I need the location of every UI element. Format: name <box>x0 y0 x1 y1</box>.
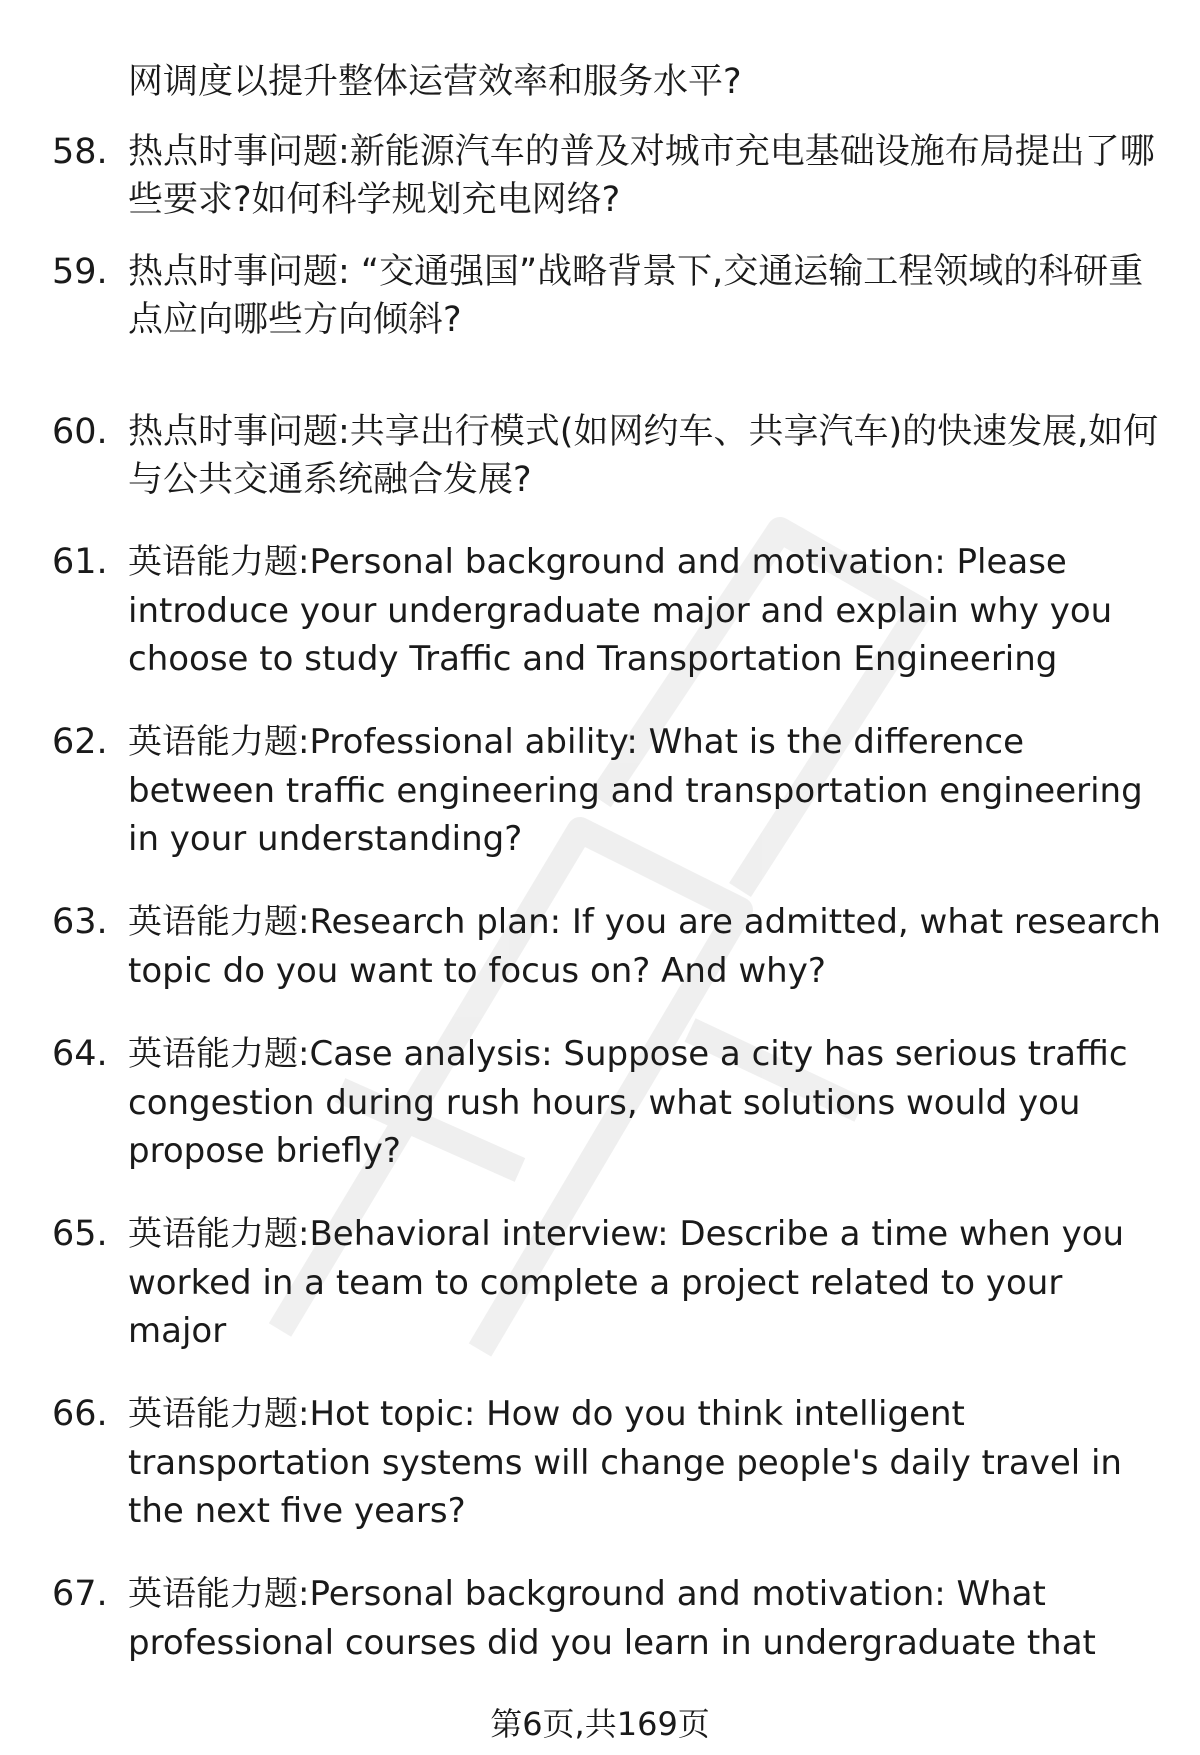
question-text: 英语能力题:Research plan: If you are admitted, what research topic do you want to focus on? And why? <box>128 902 1161 991</box>
question-text: 热点时事问题:共享出行模式(如网约车、共享汽车)的快速发展,如何与公共交通系统融合发展? <box>128 412 1159 500</box>
question-number: 64. <box>52 1034 108 1074</box>
question-number: 62. <box>52 722 108 762</box>
question-number: 58. <box>52 132 108 172</box>
question-number: 67. <box>52 1574 108 1614</box>
page-footer: 第6页,共169页 <box>490 1705 710 1743</box>
question-number: 66. <box>52 1394 108 1434</box>
question-text: 英语能力题:Hot topic: How do you think intelligent transportation systems will change people's daily travel in the next five years? <box>128 1394 1122 1531</box>
question-text: 英语能力题:Behavioral interview: Describe a time when you worked in a team to complete a project related to your major <box>128 1214 1125 1351</box>
question-number: 61. <box>52 542 108 582</box>
question-text: 英语能力题:Personal background and motivation: Please introduce your undergraduate major and explain why you choose to study Traffic and Transportation Engineering <box>128 542 1113 679</box>
question-text: 英语能力题:Personal background and motivation: What professional courses did you learn in undergraduate that <box>128 1574 1096 1663</box>
question-text: 英语能力题:Professional ability: What is the difference between traffic engineering and transportation engineering in your understanding? <box>128 722 1143 859</box>
question-number: 65. <box>52 1214 108 1254</box>
continuation-text: 网调度以提升整体运营效率和服务水平? <box>128 62 742 102</box>
question-text: 英语能力题:Case analysis: Suppose a city has serious traffic congestion during rush hours, what solutions would you propose briefly? <box>128 1034 1128 1171</box>
question-number: 63. <box>52 902 108 942</box>
question-text: 热点时事问题:新能源汽车的普及对城市充电基础设施布局提出了哪些要求?如何科学规划充电网络? <box>128 132 1155 220</box>
question-number: 59. <box>52 252 108 292</box>
question-number: 60. <box>52 412 108 452</box>
question-text: 热点时事问题: “交通强国”战略背景下,交通运输工程领域的科研重点应向哪些方向倾斜? <box>128 252 1144 340</box>
